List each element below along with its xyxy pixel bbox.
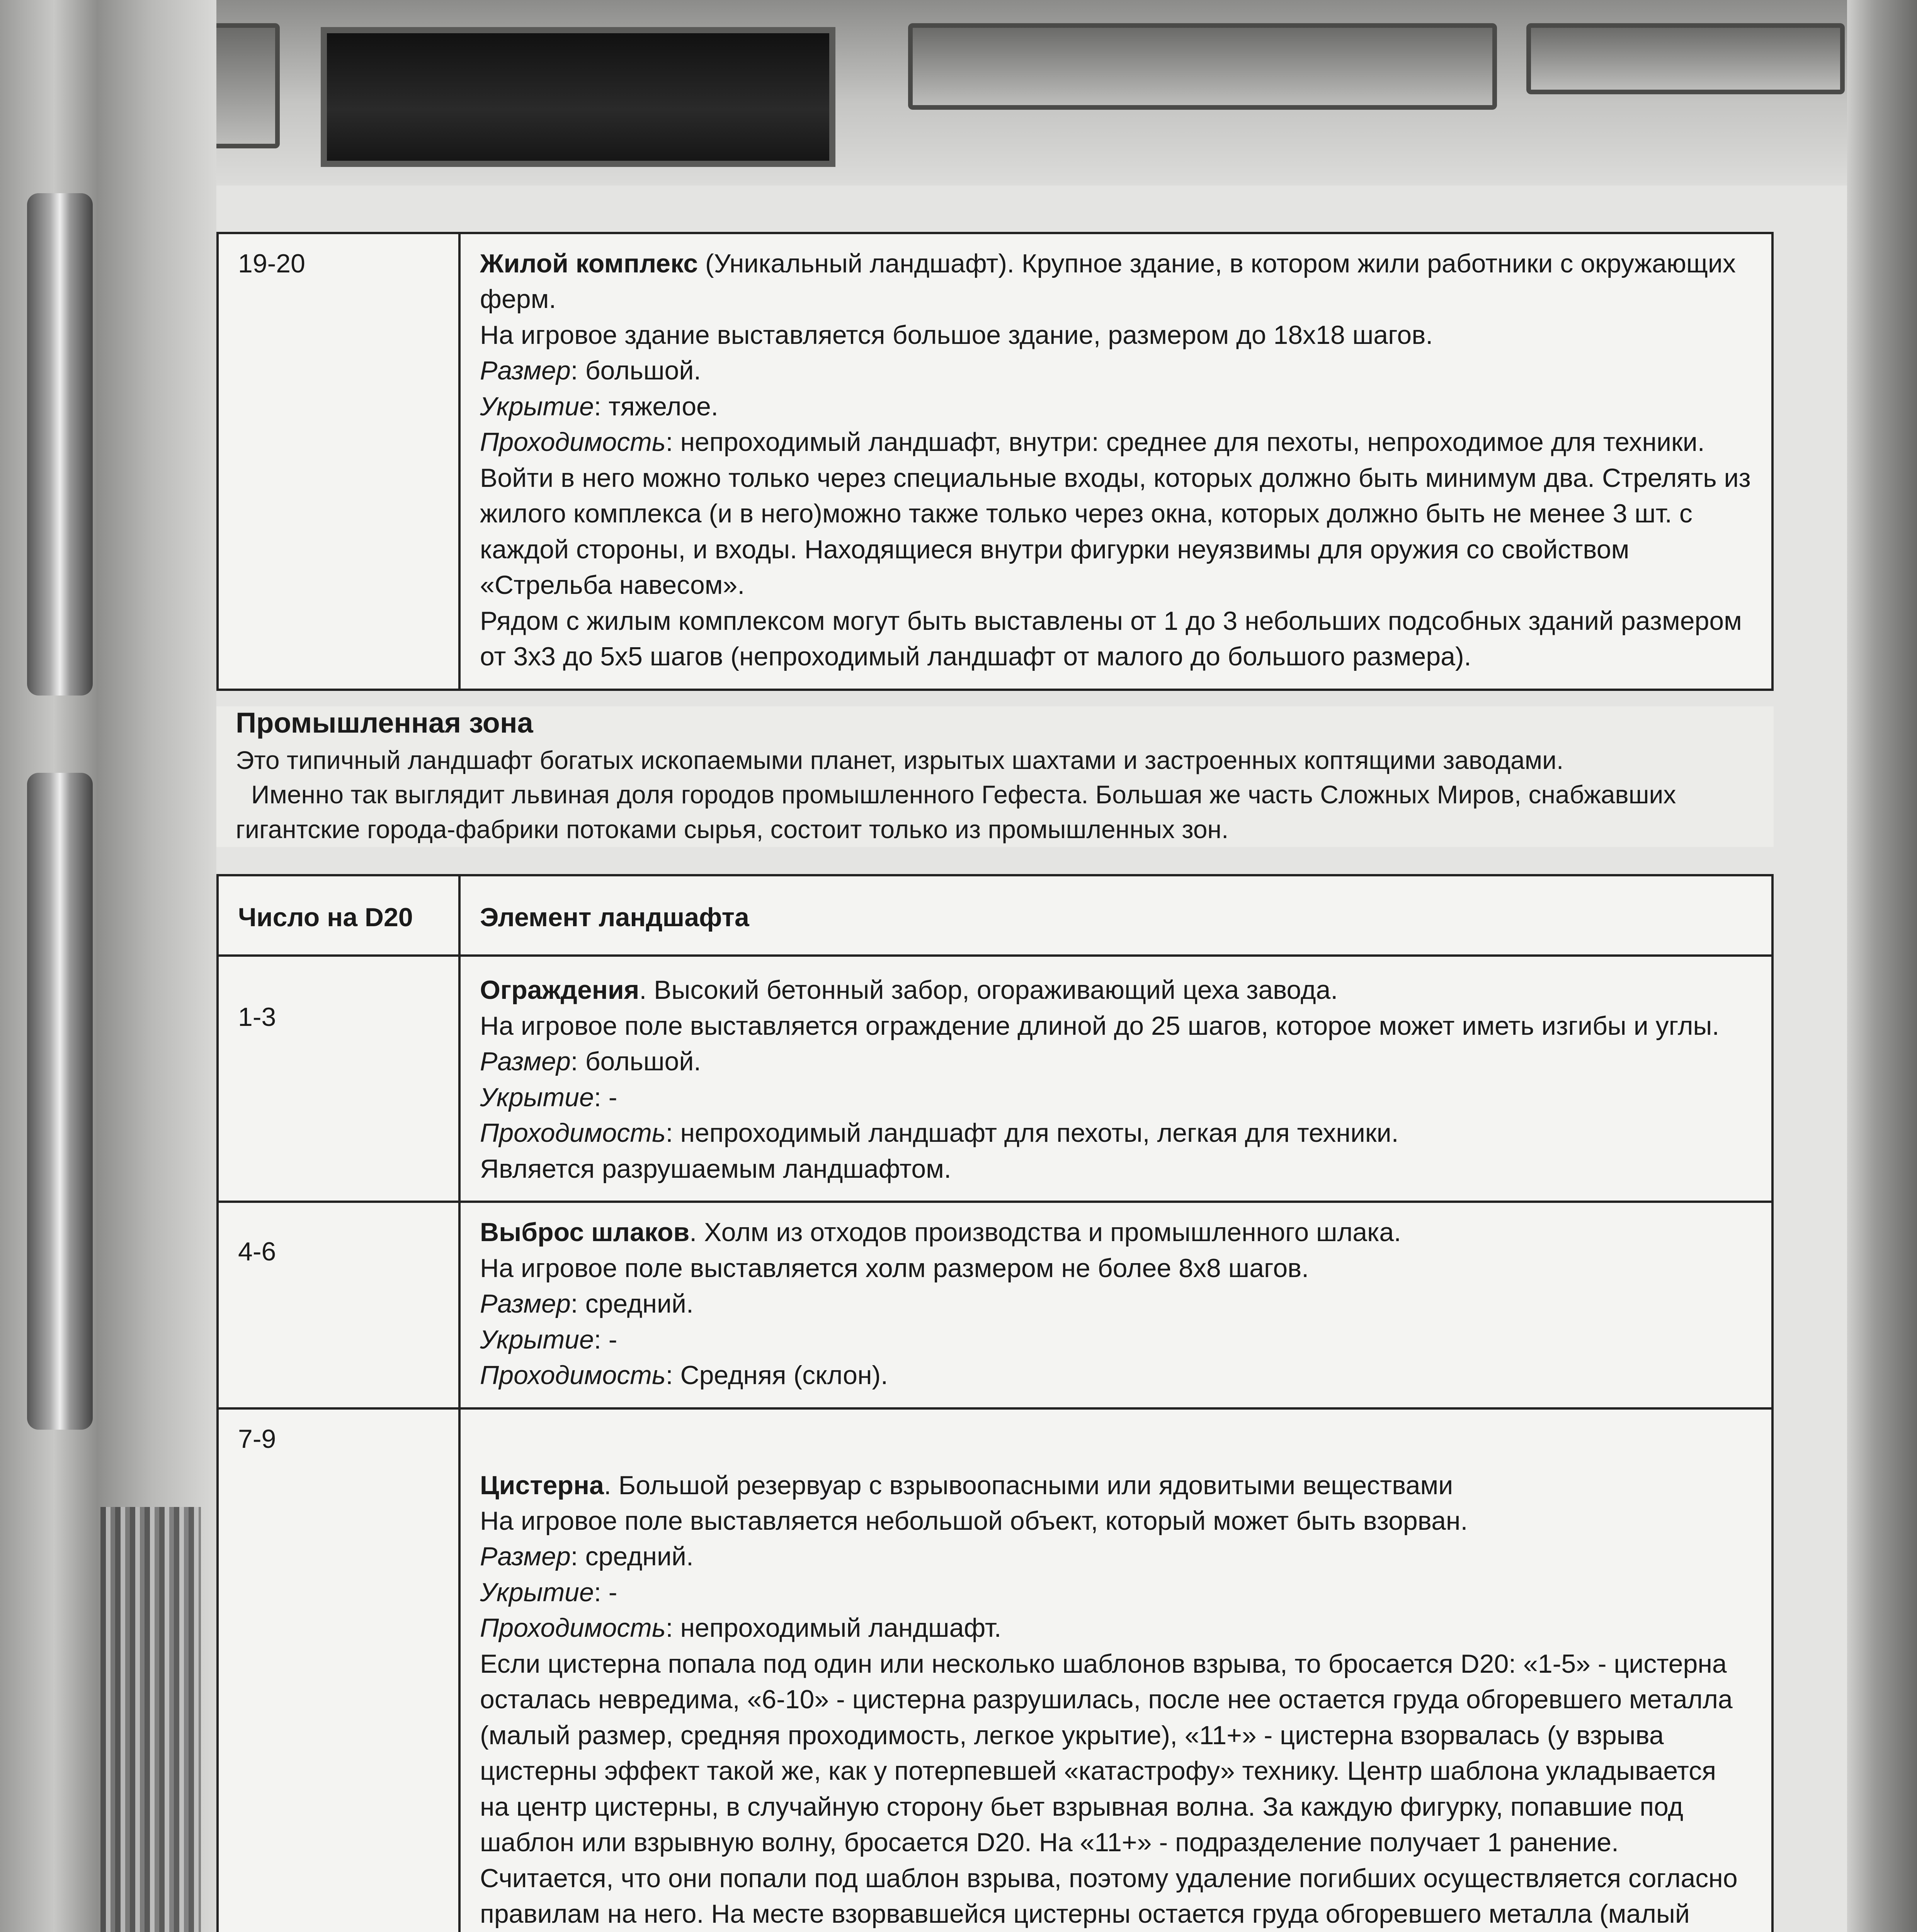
cover-label: Укрытие bbox=[480, 1082, 594, 1112]
element-passability bbox=[480, 424, 1752, 460]
element-extra: Рядом с жилым комплексом могут быть выставлены от 1 до 3 небольших подсобных зданий размером от 3х3 до 5х5 шагов (непроходимый ландшафт от малого до большого размера). bbox=[480, 606, 1742, 672]
size-value: : большой. bbox=[570, 356, 701, 386]
element-cell bbox=[459, 1202, 1772, 1408]
passability-label: Проходимость bbox=[480, 427, 666, 457]
terrain-table bbox=[216, 874, 1774, 1932]
element-cell bbox=[459, 1408, 1772, 1932]
element-cover bbox=[480, 389, 1752, 424]
element-description: . Холм из отходов производства и промышленного шлака. bbox=[689, 1218, 1402, 1247]
passability-label: Проходимость bbox=[480, 1361, 666, 1390]
roll-cell: 1-3 bbox=[218, 956, 459, 1202]
header-roll: Число на D20 bbox=[218, 875, 459, 956]
element-size bbox=[480, 1539, 1752, 1574]
element-cover bbox=[480, 1322, 1752, 1357]
book-spine-shadow bbox=[1847, 0, 1917, 1932]
passability-label: Проходимость bbox=[480, 1118, 666, 1148]
top-decorative-frame bbox=[0, 0, 1917, 185]
roll-cell: 19-20 bbox=[218, 233, 459, 690]
section-paragraph: Это типичный ландшафт богатых ископаемыми планет, изрытых шахтами и застроенных коптящими заводами. bbox=[236, 745, 1564, 774]
cover-value: : - bbox=[594, 1325, 617, 1354]
cover-label: Укрытие bbox=[480, 1325, 594, 1354]
size-label: Размер bbox=[480, 1289, 571, 1319]
frame-plate bbox=[908, 23, 1497, 110]
size-value: : средний. bbox=[570, 1289, 694, 1319]
element-cell bbox=[459, 233, 1772, 690]
element-placement: На игровое поле выставляется холм размером не более 8х8 шагов. bbox=[480, 1253, 1309, 1283]
element-description: . Высокий бетонный забор, огораживающий цеха завода. bbox=[639, 975, 1338, 1005]
element-description: (Уникальный ландшафт). Крупное здание, в котором жили работники с окружающих ферм. bbox=[480, 249, 1736, 314]
roll-cell: 4-6 bbox=[218, 1202, 459, 1408]
table-header-row bbox=[218, 875, 1772, 956]
left-decorative-frame bbox=[0, 0, 216, 1932]
table-row bbox=[218, 1202, 1772, 1408]
element-placement: На игровое здание выставляется большое здание, размером до 18х18 шагов. bbox=[480, 320, 1433, 350]
section-title: Промышленная зона bbox=[236, 706, 533, 739]
section-paragraph: Именно так выглядит львиная доля городов промышленного Гефеста. Большая же часть Сложных Миров, снабжавших гигантские города-фабрики потоками сырья, состоит только из промышленных зон. bbox=[236, 780, 1676, 844]
table-row bbox=[218, 233, 1772, 690]
passability-label: Проходимость bbox=[480, 1613, 666, 1643]
size-value: : средний. bbox=[570, 1542, 694, 1571]
element-cover bbox=[480, 1575, 1752, 1610]
element-cover bbox=[480, 1080, 1752, 1115]
spacer bbox=[216, 847, 1774, 874]
element-description: . Большой резервуар с взрывоопасными или ядовитыми веществами bbox=[604, 1470, 1453, 1500]
page-content bbox=[216, 232, 1774, 1932]
element-title: Ограждения bbox=[480, 975, 640, 1005]
industrial-zone-section bbox=[216, 706, 1774, 847]
size-label: Размер bbox=[480, 1047, 571, 1077]
element-title: Цистерна bbox=[480, 1470, 604, 1500]
frame-dark-slot bbox=[321, 27, 835, 167]
element-heading bbox=[480, 972, 1752, 1008]
element-placement: На игровое поле выставляется небольшой объект, который может быть взорван. bbox=[480, 1506, 1468, 1536]
element-extra: Войти в него можно только через специальные входы, которых должно быть минимум два. Стрелять из жилого комплекса (и в него)можно также только через окна, которых должно быть не менее 3 шт. с каждой стороны, и входы. Находящиеся внутри фигурки неуязвимы для оружия со свойством «Стрельба навесом». bbox=[480, 463, 1751, 600]
passability-value: : непроходимый ландшафт для пехоты, легкая для техники. bbox=[665, 1118, 1399, 1148]
element-extra: Если цистерна попала под один или несколько шаблонов взрыва, то бросается D20: «1-5» - цистерна осталась невредима, «6-10» - цистерна разрушилась, после нее остается груда обгоревшего металла (малый размер, средняя проходимость, легкое укрытие), «11+» - цистерна взорвалась (у взрыва цистерны эффект такой же, как у потерпевшей «катастрофу» технику. Центр шаблона укладывается на центр цистерны, в случайную сторону бьет взрывная волна. За каждую фигурку, попавшие под шаблон или взрывную волну, бросается D20. На «11+» - подразделение получает 1 ранение. Считается, что они попали под шаблон взрыва, поэтому удаление погибших осуществляется согласно правилам на него. На месте взорвавшейся цистерны остается груда обгоревшего металла (малый bbox=[480, 1649, 1738, 1929]
table-row bbox=[218, 956, 1772, 1202]
element-size bbox=[480, 353, 1752, 388]
element-extra: Является разрушаемым ландшафтом. bbox=[480, 1154, 951, 1184]
passability-value: : непроходимый ландшафт. bbox=[665, 1613, 1002, 1643]
cover-value: : тяжелое. bbox=[594, 391, 718, 421]
cover-label: Укрытие bbox=[480, 391, 594, 421]
cover-label: Укрытие bbox=[480, 1577, 594, 1607]
element-size bbox=[480, 1044, 1752, 1079]
element-passability bbox=[480, 1357, 1752, 1393]
element-passability bbox=[480, 1610, 1752, 1646]
cover-value: : - bbox=[594, 1082, 617, 1112]
element-passability bbox=[480, 1115, 1752, 1151]
size-label: Размер bbox=[480, 1542, 571, 1571]
size-label: Размер bbox=[480, 356, 571, 386]
element-heading bbox=[480, 1468, 1752, 1503]
frame-pipe bbox=[27, 193, 93, 696]
size-value: : большой. bbox=[570, 1047, 701, 1077]
frame-cables bbox=[100, 1507, 201, 1932]
element-size bbox=[480, 1286, 1752, 1321]
passability-value: : непроходимый ландшафт, внутри: среднее для пехоты, непроходимое для техники. bbox=[665, 427, 1705, 457]
header-element: Элемент ландшафта bbox=[459, 875, 1772, 956]
roll-cell: 7-9 bbox=[218, 1408, 459, 1932]
section-text bbox=[216, 743, 1774, 847]
passability-value: : Средняя (склон). bbox=[665, 1361, 888, 1390]
cover-value: : - bbox=[594, 1577, 617, 1607]
element-title: Жилой комплекс bbox=[480, 249, 698, 278]
table-row bbox=[218, 1408, 1772, 1932]
element-title: Выброс шлаков bbox=[480, 1218, 690, 1247]
element-cell bbox=[459, 956, 1772, 1202]
frame-pipe bbox=[27, 773, 93, 1430]
element-placement: На игровое поле выставляется ограждение длиной до 25 шагов, которое может иметь изгибы и углы. bbox=[480, 1011, 1720, 1041]
element-heading bbox=[480, 246, 1752, 317]
terrain-table-continued bbox=[216, 232, 1774, 691]
frame-plate bbox=[1526, 23, 1845, 94]
element-heading bbox=[480, 1214, 1752, 1250]
